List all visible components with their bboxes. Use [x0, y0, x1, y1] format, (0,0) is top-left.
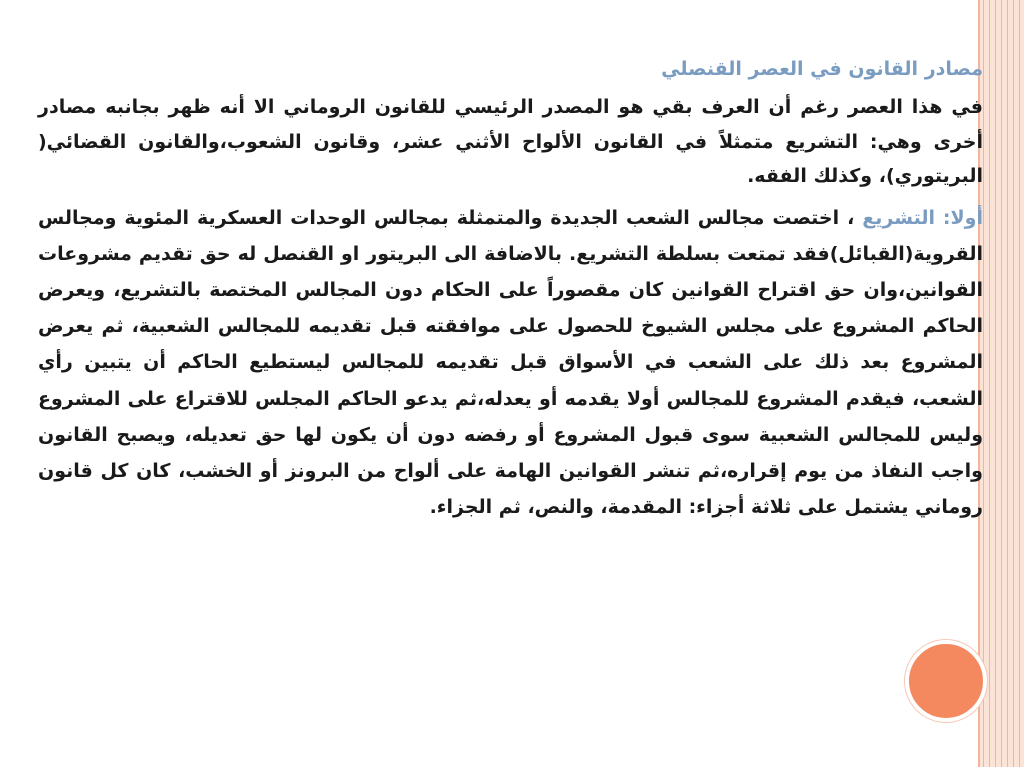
frame-stripe [1001, 0, 1002, 767]
frame-stripe [983, 0, 984, 767]
legislation-paragraph [38, 200, 983, 526]
section-heading: أولا: التشريع [862, 206, 984, 229]
frame-stripe [1013, 0, 1014, 767]
frame-stripe [1007, 0, 1008, 767]
slide-content [38, 52, 983, 525]
intro-paragraph: في هذا العصر رغم أن العرف بقي هو المصدر الرئيسي للقانون الروماني الا أنه ظهر بجانبه مصادر أخرى وهي: التشريع متمثلاً في القانون الألواح الأثني عشر، وقانون الشعوب،والقانون القضائي( البريتوري)، وكذلك الفقه. [38, 96, 983, 187]
legislation-text: ، اختصت مجالس الشعب الجديدة والمتمثلة بمجالس الوحدات العسكرية المئوية ومجالس القروية(القبائل)فقد تمتعت بسلطة التشريع. بالاضافة الى البريتور او القنصل له حق تقديم مشروعات القوانين،وان حق اقتراح القوانين كان مقصوراً على الحكام دون المجالس المختصة بالتشريع، ويعرض الحاكم المشروع على مجلس الشيوخ للحصول على موافقته قبل تقديمه للمجالس الشعبية، ثم يعرض المشروع بعد ذلك على الشعب في الأسواق قبل تقديمه للمجالس ليستطيع الحاكم أن يتبين رأي الشعب، فيقدم المشروع للمجالس أولا يقدمه أو يعدله،ثم يدعو الحاكم المجلس للاقتراع على المشروع وليس للمجالس الشعبية سوى قبول المشروع أو رفضه دون أن يكون لها حق تعديله، ويصبح القانون واجب النفاذ من يوم إقراره،ثم تنشر القوانين الهامة على ألواح من البرونز أو الخشب، كان كل قانون روماني يشتمل على ثلاثة أجزاء: المقدمة، والنص، ثم الجزاء. [38, 206, 983, 519]
frame-stripe [995, 0, 996, 767]
frame-stripe [989, 0, 990, 767]
frame-stripe [1019, 0, 1020, 767]
right-decorative-frame [978, 0, 1024, 767]
slide-title: مصادر القانون في العصر القنصلي [661, 58, 983, 80]
decorative-circle [905, 640, 987, 722]
